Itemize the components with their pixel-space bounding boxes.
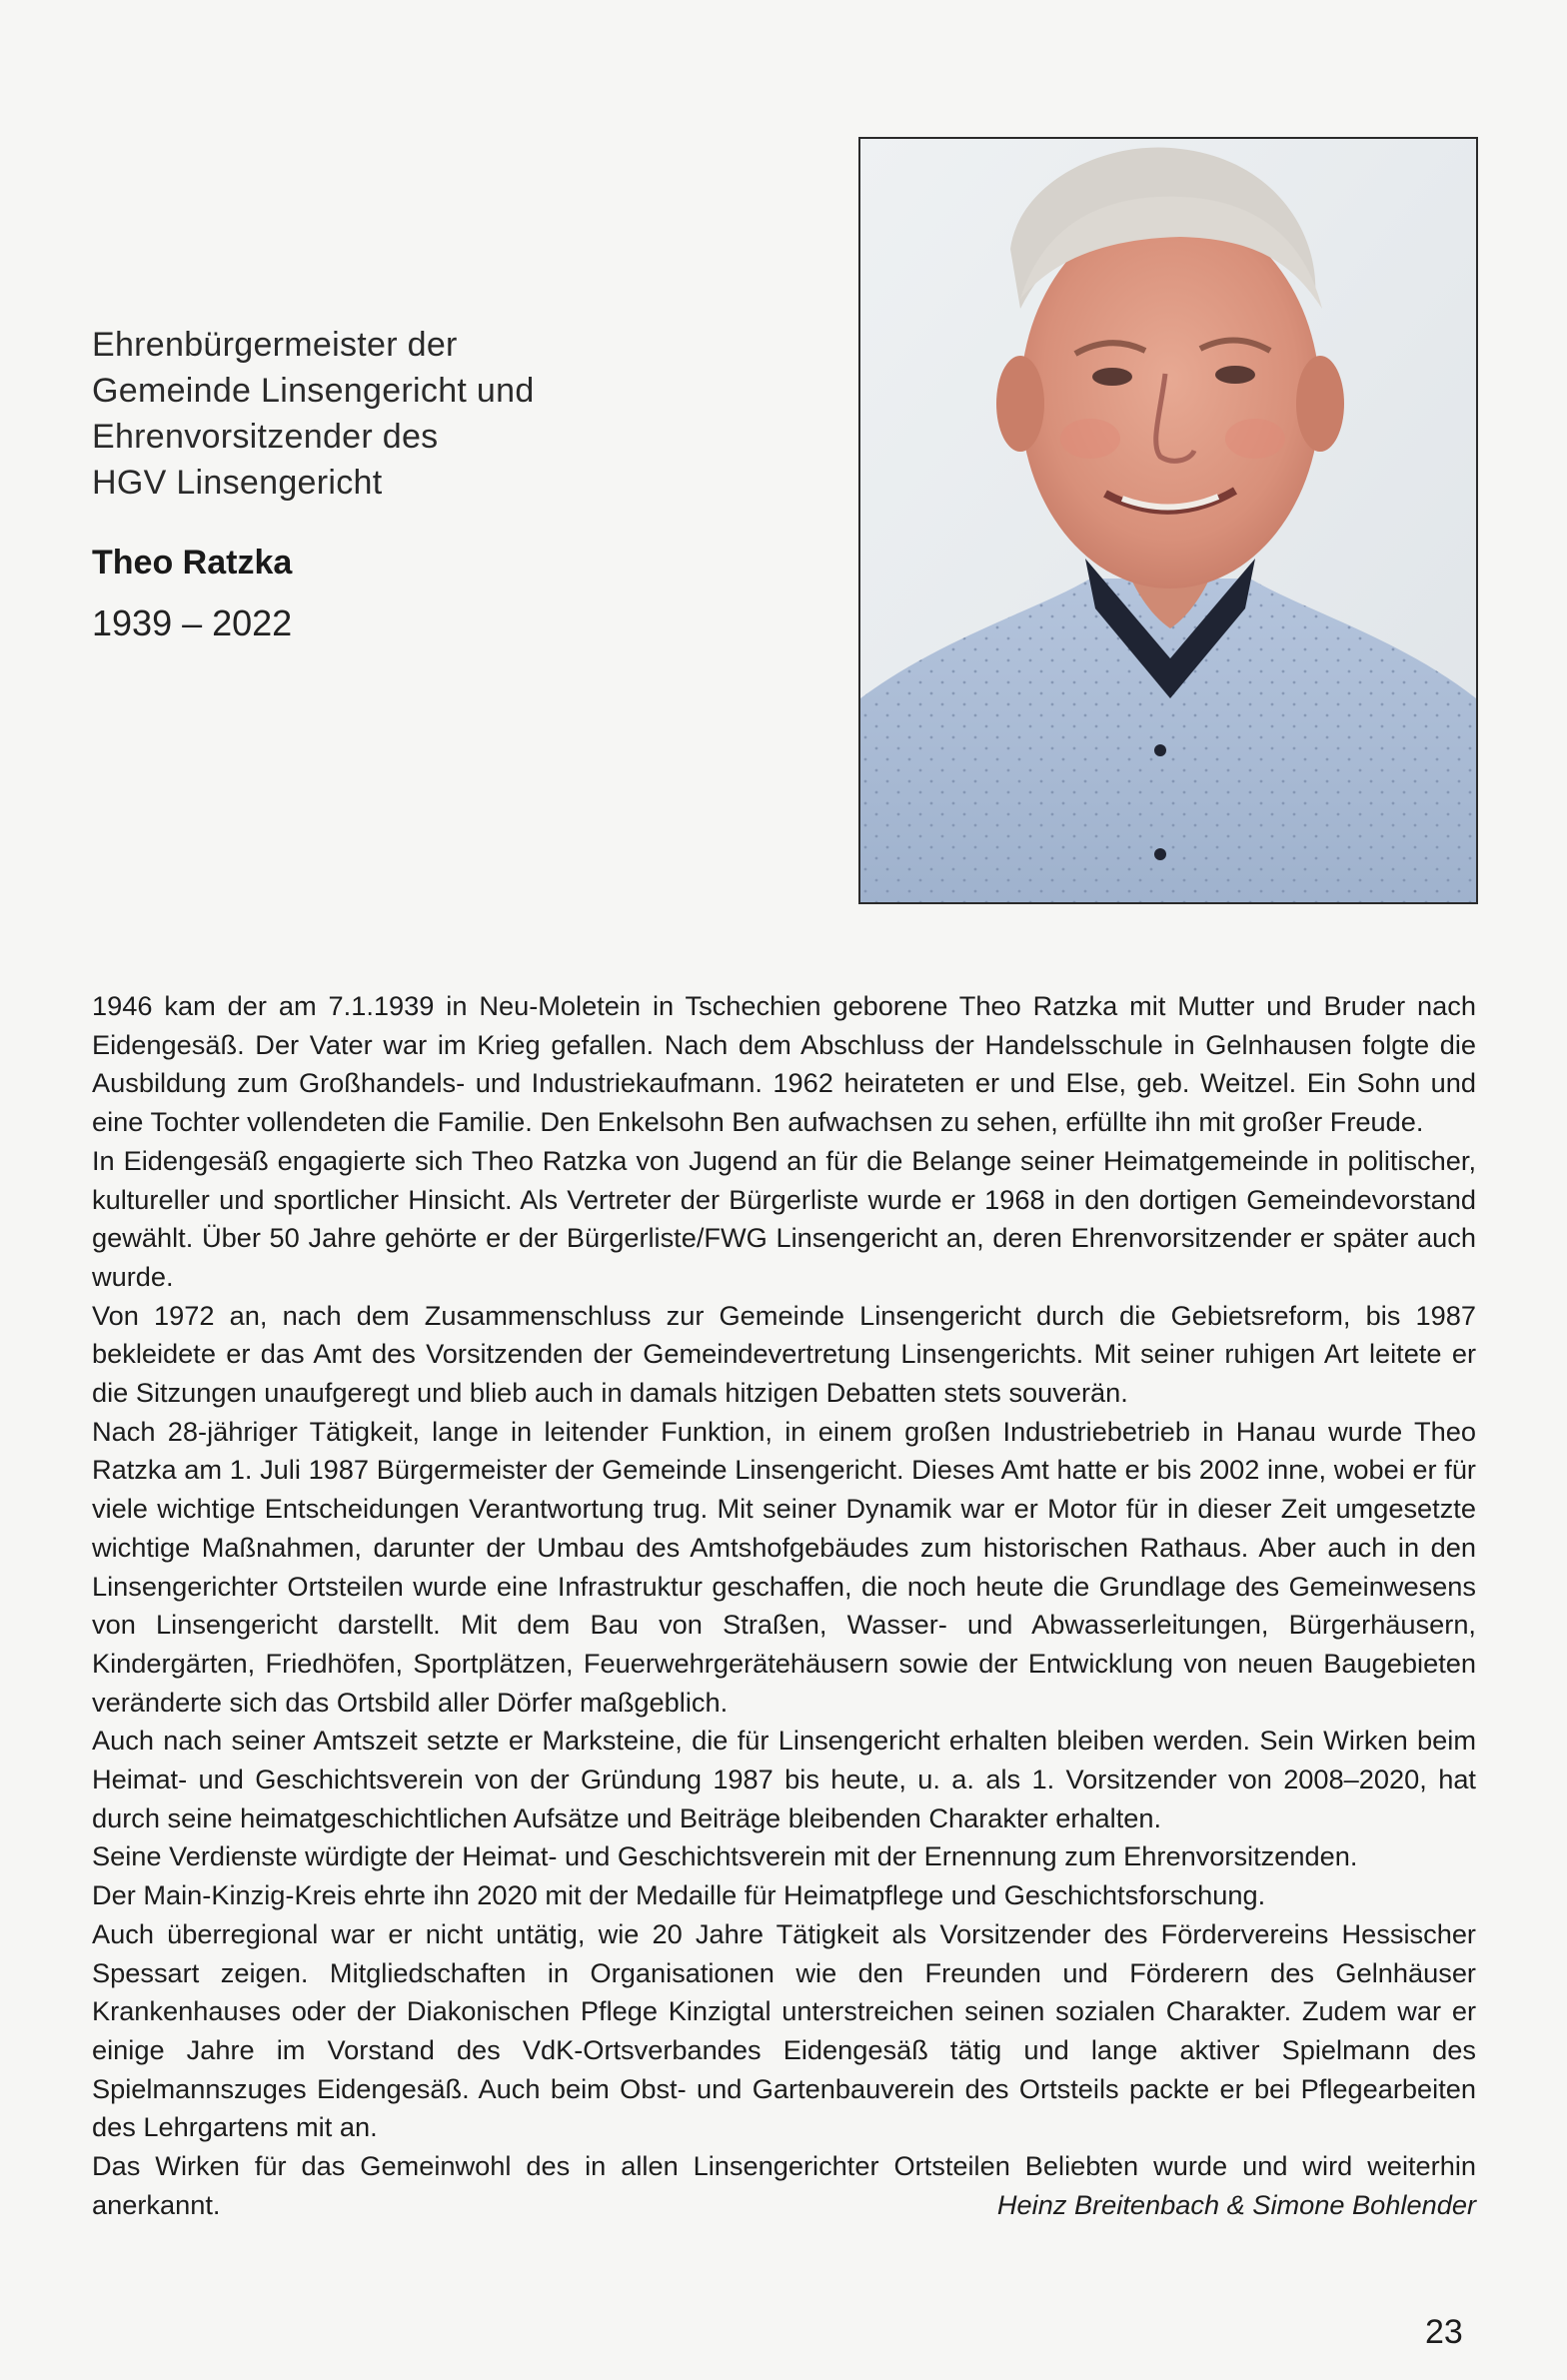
authors: Heinz Breitenbach & Simone Bohlender	[996, 2188, 1476, 2220]
portrait-illustration	[860, 139, 1476, 902]
obituary-text	[92, 987, 1476, 2225]
paragraph: Auch nach seiner Amtszeit setzte er Marksteine, die für Linsengericht erhalten bleiben werden. Sein Wirken beim Heimat- und Geschichtsverein von der Gründung 1987 bis heute, u. a. als 1. Vorsitzender von 2008–2020, hat durch seine heimatgeschichtlichen Aufsätze und Beiträge bleibenden Charakter erhalten.	[92, 1725, 1476, 1833]
title-line: Gemeinde Linsengericht und	[92, 372, 535, 410]
paragraph: Seine Verdienste würdigte der Heimat- und Geschichtsverein mit der Ernennung zum Ehrenvorsitzenden.	[92, 1840, 1358, 1872]
page-number: 23	[1425, 2313, 1463, 2351]
life-years: 1939 – 2022	[92, 602, 293, 643]
title-line: Ehrenvorsitzender des	[92, 418, 439, 456]
title-line: HGV Linsengericht	[92, 464, 383, 502]
person-name: Theo Ratzka	[92, 544, 293, 582]
paragraph: Der Main-Kinzig-Kreis ehrte ihn 2020 mit der Medaille für Heimatpflege und Geschichtsforschung.	[92, 1879, 1266, 1911]
heading-block	[92, 322, 851, 644]
paragraph: In Eidengesäß engagierte sich Theo Ratzka von Jugend an für die Belange seiner Heimatgemeinde in politischer, kultureller und sportlicher Hinsicht. Als Vertreter der Bürgerliste wurde er 1968 in den dortigen Gemeindevorstand gewählt. Über 50 Jahre gehörte er der Bürgerliste/FWG Linsengericht an, deren Ehrenvorsitzender er später auch wurde.	[92, 1144, 1476, 1292]
closing-paragraph	[92, 2147, 1476, 2224]
paragraph: Von 1972 an, nach dem Zusammenschluss zur Gemeinde Linsengericht durch die Gebietsreform, bis 1987 bekleidete er das Amt des Vorsitzenden der Gemeindevertretung Linsengerichts. Mit seiner ruhigen Art leitete er die Sitzungen unaufgeregt und blieb auch in damals hitzigen Debatten stets souverän.	[92, 1299, 1476, 1409]
paragraph: Das Wirken für das Gemeinwohl des in allen Linsengerichter Ortsteilen Beliebten wurde und wird weiterhin anerkannt.	[92, 2150, 1476, 2220]
title-line: Ehrenbürgermeister der	[92, 326, 458, 364]
portrait-photo	[858, 137, 1478, 904]
honorary-title	[92, 322, 851, 506]
paragraph: 1946 kam der am 7.1.1939 in Neu-Moletein in Tschechien geborene Theo Ratzka mit Mutter und Bruder nach Eidengesäß. Der Vater war im Krieg gefallen. Nach dem Abschluss der Handelsschule in Gelnhausen folgte die Ausbildung zum Großhandels- und Industriekaufmann. 1962 heirateten er und Else, geb. Weitzel. Ein Sohn und eine Tochter vollendeten die Familie. Den Enkelsohn Ben aufwachsen zu sehen, erfüllte ihn mit großer Freude.	[92, 990, 1476, 1138]
paragraph: Nach 28-jähriger Tätigkeit, lange in leitender Funktion, in einem großen Industriebetrieb in Hanau wurde Theo Ratzka am 1. Juli 1987 Bürgermeister der Gemeinde Linsengericht. Dieses Amt hatte er bis 2002 inne, wobei er für viele wichtige Entscheidungen Verantwortung trug. Mit seiner Dynamik war er Motor für in dieser Zeit umgesetzte wichtige Maßnahmen, darunter der Umbau des Amtshofgebäudes zum historischen Rathaus. Aber auch in den Linsengerichter Ortsteilen wurde eine Infrastruktur geschaffen, die noch heute die Grundlage des Gemeinwesens von Linsengericht darstellt. Mit dem Bau von Straßen, Wasser- und Abwasserleitungen, Bürgerhäusern, Kindergärten, Friedhöfen, Sportplätzen, Feuerwehrgerätehäusern sowie der Entwicklung von neuen Baugebieten veränderte sich das Ortsbild aller Dörfer maßgeblich.	[92, 1415, 1476, 1718]
paragraph: Auch überregional war er nicht untätig, wie 20 Jahre Tätigkeit als Vorsitzender des Fördervereins Hessischer Spessart zeigen. Mitgliedschaften in Organisationen wie den Freunden und Förderern des Gelnhäuser Krankenhauses oder der Diakonischen Pflege Kinzigtal unterstreichen seinen sozialen Charakter. Zudem war er einige Jahre im Vorstand des VdK-Ortsverbandes Eidengesäß tätig und lange aktiver Spielmann des Spielmannszuges Eidengesäß. Auch beim Obst- und Gartenbauverein des Ortsteils packte er bei Pflegearbeiten des Lehrgartens mit an.	[92, 1917, 1476, 2143]
